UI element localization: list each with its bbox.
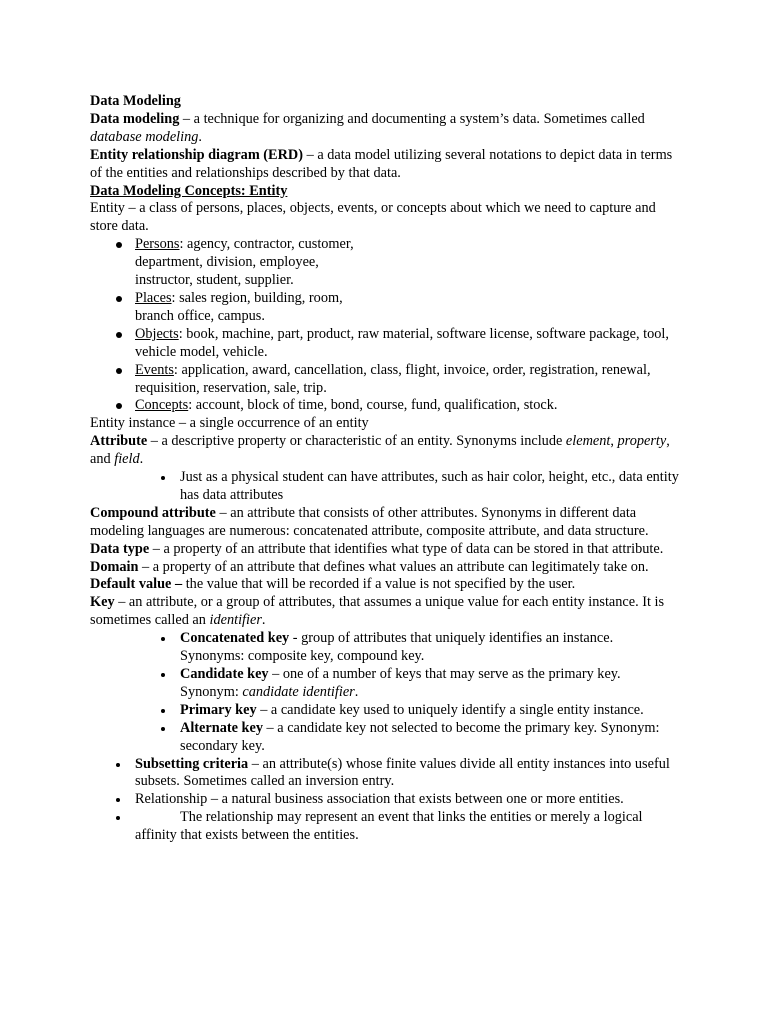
key-types-list	[180, 630, 680, 755]
data-type-definition: Data type – a property of an attribute that identifies what type of data can be stored in that attribute.	[90, 540, 664, 557]
domain-definition: Domain – a property of an attribute that defines what values an attribute can legitimately take on.	[90, 558, 649, 575]
list-item: Places: sales region, building, room, branch office, campus.	[135, 290, 680, 326]
list-item: Persons: agency, contractor, customer, department, division, employee, instructor, student, supplier.	[135, 236, 680, 290]
list-item: Primary key – a candidate key used to uniquely identify a single entity instance.	[180, 702, 680, 720]
entity-instance-definition: Entity instance – a single occurrence of an entity	[90, 415, 369, 432]
list-item: Objects: book, machine, part, product, raw material, software license, software package, tool, vehicle model, vehicle.	[135, 326, 680, 362]
attribute-definition: Attribute – a descriptive property or characteristic of an entity. Synonyms include element, property, and field.	[90, 433, 670, 468]
list-item: Alternate key – a candidate key not selected to become the primary key. Synonym: secondary key.	[180, 720, 680, 756]
list-item: Just as a physical student can have attributes, such as hair color, height, etc., data entity has data attributes	[180, 469, 679, 503]
erd-definition: Entity relationship diagram (ERD) – a data model utilizing several notations to depict data in terms of the entities and relationships described by that data.	[90, 146, 673, 181]
list-item: Candidate key – one of a number of keys that may serve as the primary key. Synonym: candidate identifier.	[180, 666, 680, 702]
concepts-heading: Data Modeling Concepts: Entity	[90, 182, 288, 199]
entity-examples-list	[135, 236, 680, 415]
relationship-list	[135, 756, 680, 846]
compound-attribute-definition: Compound attribute – an attribute that consists of other attributes. Synonyms in different data modeling languages are numerous: concatenated attribute, composite attribute, and data structure.	[90, 504, 649, 539]
key-definition: Key – an attribute, or a group of attributes, that assumes a unique value for each entity instance. It is sometimes called an identifier.	[90, 594, 665, 629]
list-item: Concepts: account, block of time, bond, course, fund, qualification, stock.	[135, 397, 680, 415]
list-item: Subsetting criteria – an attribute(s) whose finite values divide all entity instances into useful subsets. Sometimes called an inversion entry.	[135, 756, 680, 792]
default-value-definition: Default value – the value that will be recorded if a value is not specified by the user.	[90, 576, 576, 593]
list-item: The relationship may represent an event that links the entities or merely a logical affinity that exists between the entities.	[135, 809, 680, 845]
list-item: Concatenated key - group of attributes that uniquely identifies an instance. Synonyms: composite key, compound key.	[180, 630, 680, 666]
list-item: Relationship – a natural business association that exists between one or more entities.	[135, 791, 680, 809]
document-title: Data Modeling	[90, 93, 181, 109]
list-item: Events: application, award, cancellation, class, flight, invoice, order, registration, renewal, requisition, reservation, sale, trip.	[135, 362, 680, 398]
attribute-note-list	[180, 469, 680, 505]
entity-definition: Entity – a class of persons, places, objects, events, or concepts about which we need to capture and store data.	[90, 200, 656, 235]
data-modeling-definition: Data modeling – a technique for organizing and documenting a system’s data. Sometimes called database modeling.	[90, 110, 645, 145]
